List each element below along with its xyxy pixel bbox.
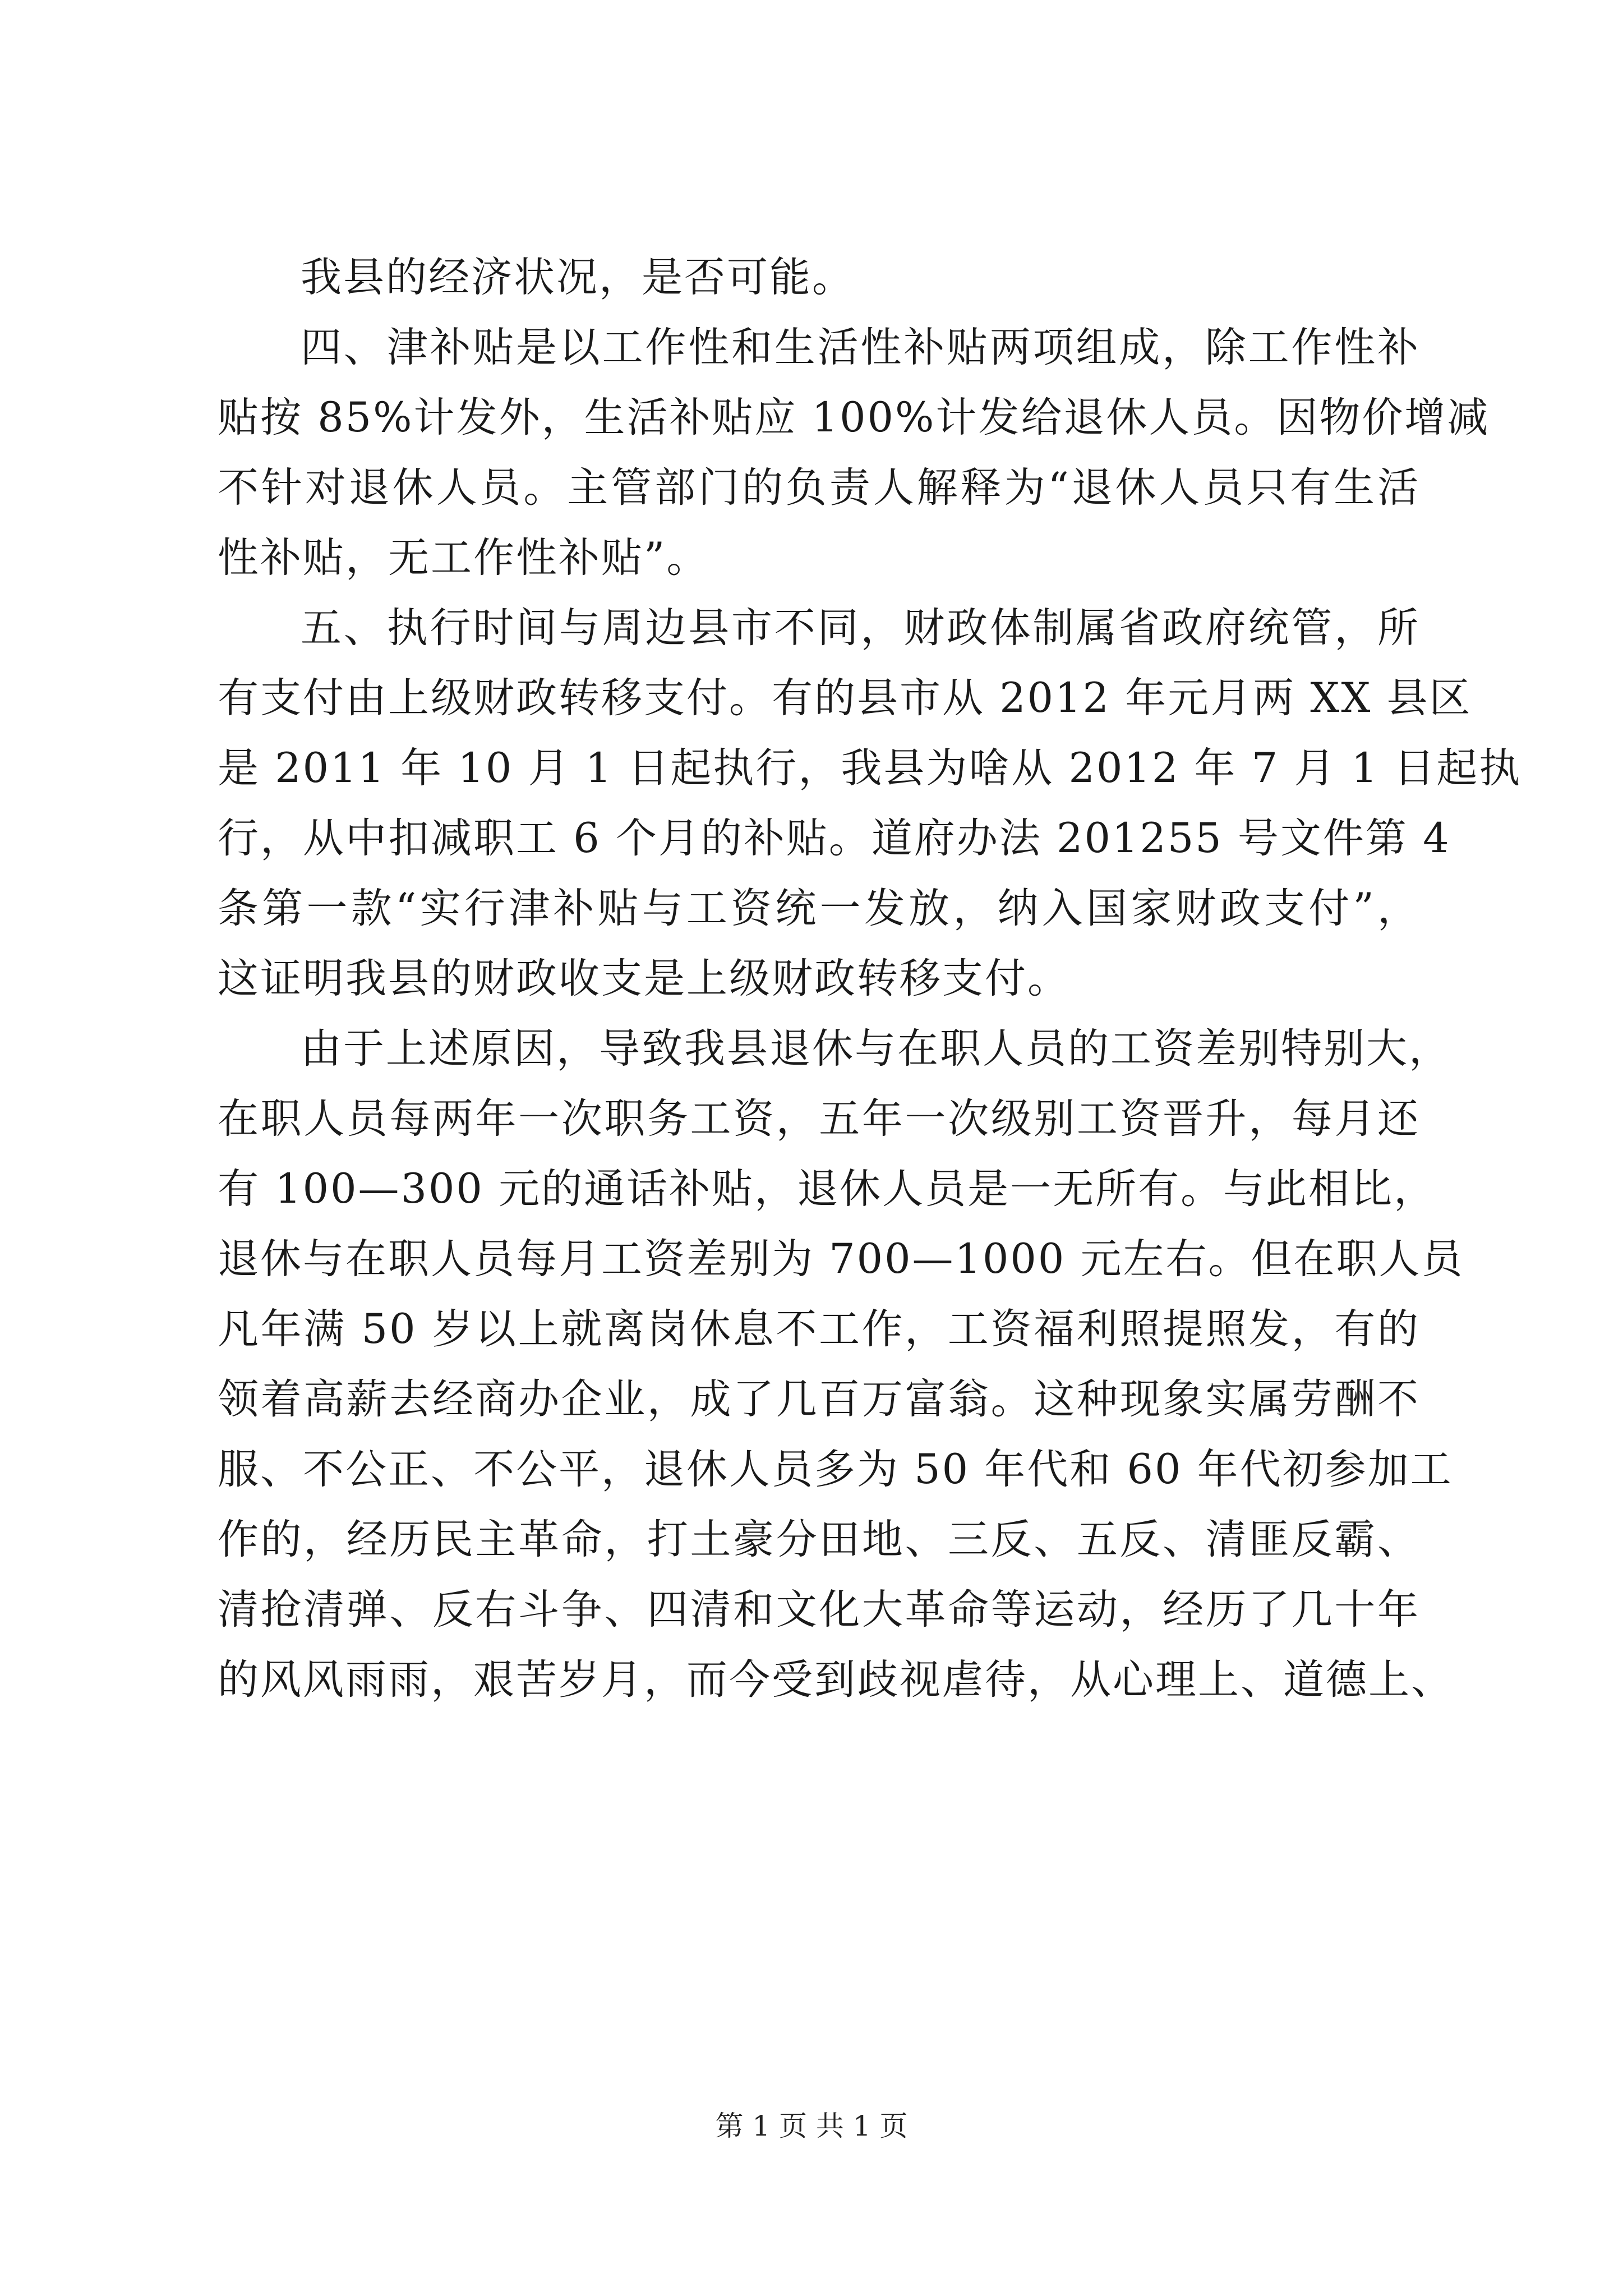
paragraph-line: 有 100—300 元的通话补贴，退休人员是一无所有。与此相比， <box>218 1165 1437 1213</box>
paragraph-line: 不针对退休人员。主管部门的负责人解释为“退休人员只有生活 <box>218 464 1420 512</box>
paragraph-line: 贴按 85%计发外，生活补贴应 100%计发给退休人员。因物价增减 <box>218 394 1490 441</box>
paragraph <box>218 242 1420 312</box>
paragraph <box>218 593 1522 1014</box>
paragraph-line: 是 2011 年 10 月 1 日起执行，我县为啥从 2012 年 7 月 1 日起执 <box>218 744 1522 792</box>
paragraph-line: 清抢清弹、反右斗争、四清和文化大革命等运动，经历了几十年 <box>218 1586 1420 1634</box>
paragraph-line: 有支付由上级财政转移支付。有的县市从 2012 年元月两 XX 县区 <box>218 674 1472 722</box>
paragraph <box>218 312 1490 593</box>
paragraph-line: 行，从中扣减职工 6 个月的补贴。道府办法 201255 号文件第 4 <box>218 815 1451 862</box>
paragraph-line: 性补贴，无工作性补贴”。 <box>218 534 709 582</box>
paragraph-line: 我县的经济状况，是否可能。 <box>301 254 855 301</box>
paragraph-line: 的风风雨雨，艰苦岁月，而今受到歧视虐待，从心理上、道德上、 <box>218 1656 1454 1704</box>
paragraph-line: 在职人员每两年一次职务工资，五年一次级别工资晋升，每月还 <box>218 1095 1420 1143</box>
paragraph-line: 这证明我县的财政收支是上级财政转移支付。 <box>218 955 1070 1002</box>
paragraph-line: 条第一款“实行津补贴与工资统一发放，纳入国家财政支付”， <box>218 885 1420 932</box>
paragraph-line: 服、不公正、不公平，退休人员多为 50 年代和 60 年代初参加工 <box>218 1446 1453 1493</box>
paragraph-line: 作的，经历民主革命，打土豪分田地、三反、五反、清匪反霸、 <box>218 1516 1420 1563</box>
paragraph-line: 凡年满 50 岁以上就离岗休息不工作，工资福利照提照发，有的 <box>218 1305 1420 1353</box>
document-body <box>218 242 1522 1715</box>
paragraph-line: 退休与在职人员每月工资差别为 700—1000 元左右。但在职人员 <box>218 1235 1464 1283</box>
paragraph-line: 五、执行时间与周边县市不同，财政体制属省政府统管，所 <box>301 604 1420 652</box>
paragraph-line: 领着高薪去经商办企业，成了几百万富翁。这种现象实属劳酬不 <box>218 1375 1420 1423</box>
page-footer: 第 1 页 共 1 页 <box>715 2110 908 2142</box>
paragraph-line: 四、津补贴是以工作性和生活性补贴两项组成，除工作性补 <box>301 324 1420 371</box>
paragraph <box>218 1014 1464 1715</box>
paragraph-line: 由于上述原因，导致我县退休与在职人员的工资差别特别大， <box>301 1025 1451 1073</box>
